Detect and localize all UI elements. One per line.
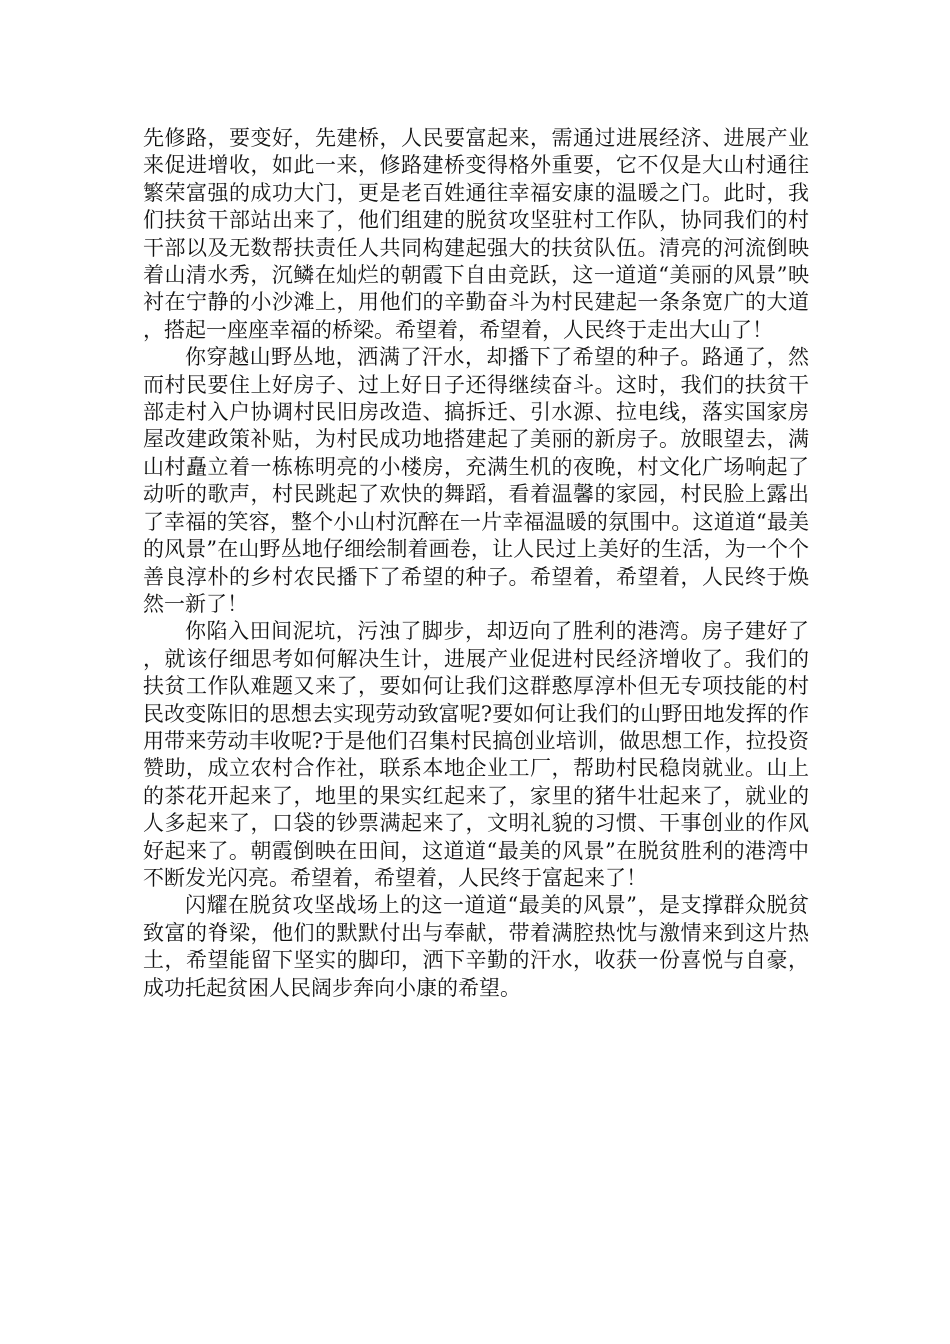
paragraph-1: 先修路，要变好，先建桥，人民要富起来，需通过进展经济、进展产业来促进增收，如此一来，修路建桥变得格外重要，它不仅是大山村通往繁荣富强的成功大门，更是老百姓通往幸福安康的温暖之门。此时，我们扶贫干部站出来了，他们组建的脱贫攻坚驻村工作队，协同我们的村干部以及无数帮扶责任人共同构建起强大的扶贫队伍。清亮的河流倒映着山清水秀，沉鳞在灿烂的朝霞下自由竞跃，这一道道“美丽的风景”映衬在宁静的小沙滩上，用他们的辛勤奋斗为村民建起一条条宽广的大道，搭起一座座幸福的桥梁。希望着，希望着，人民终于走出大山了！ xyxy=(143,126,809,342)
paragraph-2: 你穿越山野丛地，洒满了汗水，却播下了希望的种子。路通了，然而村民要住上好房子、过上好日子还得继续奋斗。这时，我们的扶贫干部走村入户协调村民旧房改造、搞拆迁、引水源、拉电线，落实国家房屋改建政策补贴，为村民成功地搭建起了美丽的新房子。放眼望去，满山村矗立着一栋栋明亮的小楼房，充满生机的夜晚，村文化广场响起了动听的歌声，村民跳起了欢快的舞蹈，看着温馨的家园，村民脸上露出了幸福的笑容，整个小山村沉醉在一片幸福温暖的氛围中。这道道“最美的风景”在山野丛地仔细绘制着画卷，让人民过上美好的生活，为一个个善良淳朴的乡村农民播下了希望的种子。希望着，希望着，人民终于焕然一新了！ xyxy=(143,345,809,616)
document-body xyxy=(143,125,809,1002)
paragraph-4: 闪耀在脱贫攻坚战场上的这一道道“最美的风景”，是支撑群众脱贫致富的脊梁，他们的默默付出与奉献，带着满腔热忱与激情来到这片热土，希望能留下坚实的脚印，洒下辛勤的汗水，收获一份喜悦与自豪，成功托起贫困人民阔步奔向小康的希望。 xyxy=(143,893,809,1000)
paragraph-3: 你陷入田间泥坑，污浊了脚步，却迈向了胜利的港湾。房子建好了，就该仔细思考如何解决生计，进展产业促进村民经济增收了。我们的扶贫工作队难题又来了，要如何让我们这群憨厚淳朴但无专项技能的村民改变陈旧的思想去实现劳动致富呢?要如何让我们的山野田地发挥的作用带来劳动丰收呢?于是他们召集村民搞创业培训，做思想工作，拉投资赞助，成立农村合作社，联系本地企业工厂，帮助村民稳岗就业。山上的茶花开起来了，地里的果实红起来了，家里的猪牛壮起来了，就业的人多起来了，口袋的钞票满起来了，文明礼貌的习惯、干事创业的作风好起来了。朝霞倒映在田间，这道道“最美的风景”在脱贫胜利的港湾中不断发光闪亮。希望着，希望着，人民终于富起来了！ xyxy=(143,619,809,890)
